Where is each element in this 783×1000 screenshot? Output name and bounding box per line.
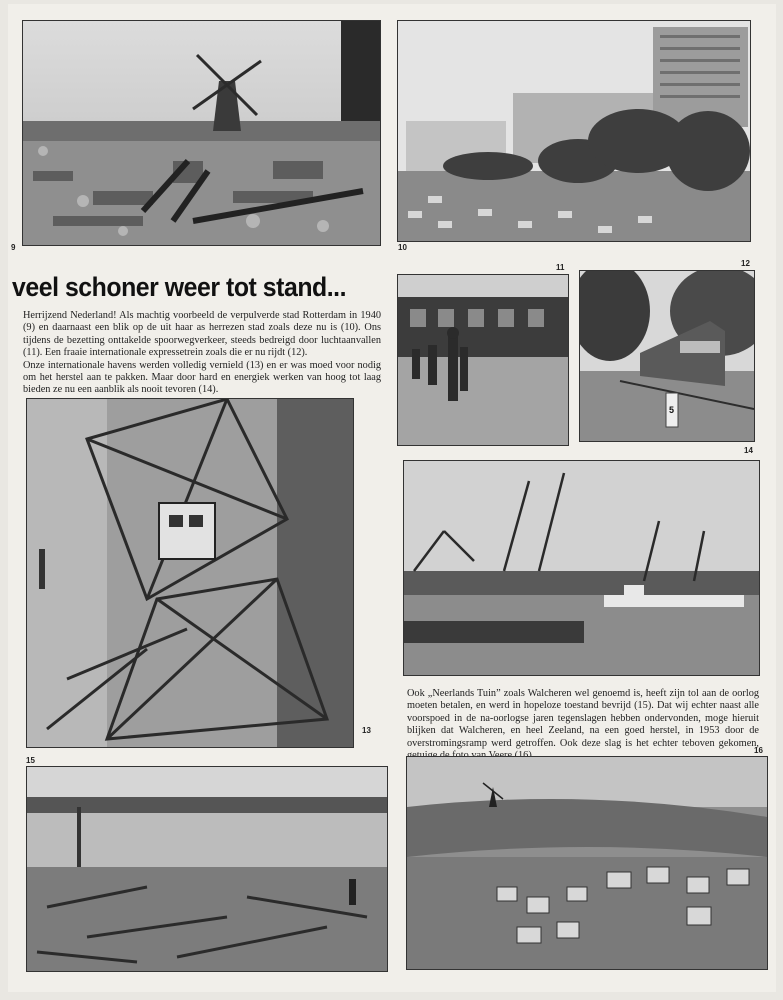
paragraph-left-2: Onze internationale havens werden volledig vernield (13) en er was moed voor nodig om het herstel aan te pakken. Maar door hard en energiek werken van hoog tot laag bieden ze nu een aanblik als nooit tevoren (14).	[23, 359, 381, 396]
photo-rotterdam-rebuilt	[397, 20, 751, 242]
photo-destroyed-harbour	[26, 398, 354, 748]
photo-number-15: 15	[26, 756, 35, 765]
article-text-right: Ook „Neerlands Tuin” zoals Walcheren wel genoemd is, heeft zijn tol aan de oorlog moeten betalen, en werd in hopeloze toestand bevrijd (15). Dat wij echter naast alle voorspoed in de na-oorlogse jaren tegenslagen hebben ondervonden, moge hieruit blijken dat Walcheren, en heel Zeeland, na een goed herstel, in 1953 door de overstromingsramp werd getroffen. Ook deze slag is het echter teboven gekomen,	[407, 688, 759, 749]
article-text-left	[23, 310, 381, 397]
magazine-page	[8, 4, 776, 992]
photo-number-12: 12	[741, 259, 750, 268]
page-headline: veel schoner weer tot stand...	[12, 272, 347, 302]
photo-walcheren-destruction	[26, 766, 388, 972]
photo-veere-aerial	[406, 756, 768, 970]
paragraph-left-1: Herrijzend Nederland! Als machtig voorbeeld de verpulverde stad Rotterdam in 1940 (9) en daarnaast een blik op de uit haar as herrezen stad zoals deze nu is (10). Ons tijdens de bezetting onttakelde spoorwegverkeer, steeds bedreigd door luchtaanvallen (11). Een fraaie internationale expressetrein zoals die er nu rijdt (12).	[23, 310, 381, 359]
photo-number-11: 11	[556, 263, 565, 272]
photo-number-10: 10	[398, 243, 407, 252]
photo-rebuilt-harbour	[403, 460, 760, 676]
photo-wartime-train	[397, 274, 569, 446]
photo-number-16: 16	[754, 746, 763, 755]
photo-number-14: 14	[744, 446, 753, 455]
photo-rotterdam-ruins-1940	[22, 20, 381, 246]
photo-number-13: 13	[362, 726, 371, 735]
train-sign-number: 5	[669, 405, 675, 415]
photo-express-train	[579, 270, 755, 442]
photo-number-9: 9	[11, 243, 16, 252]
